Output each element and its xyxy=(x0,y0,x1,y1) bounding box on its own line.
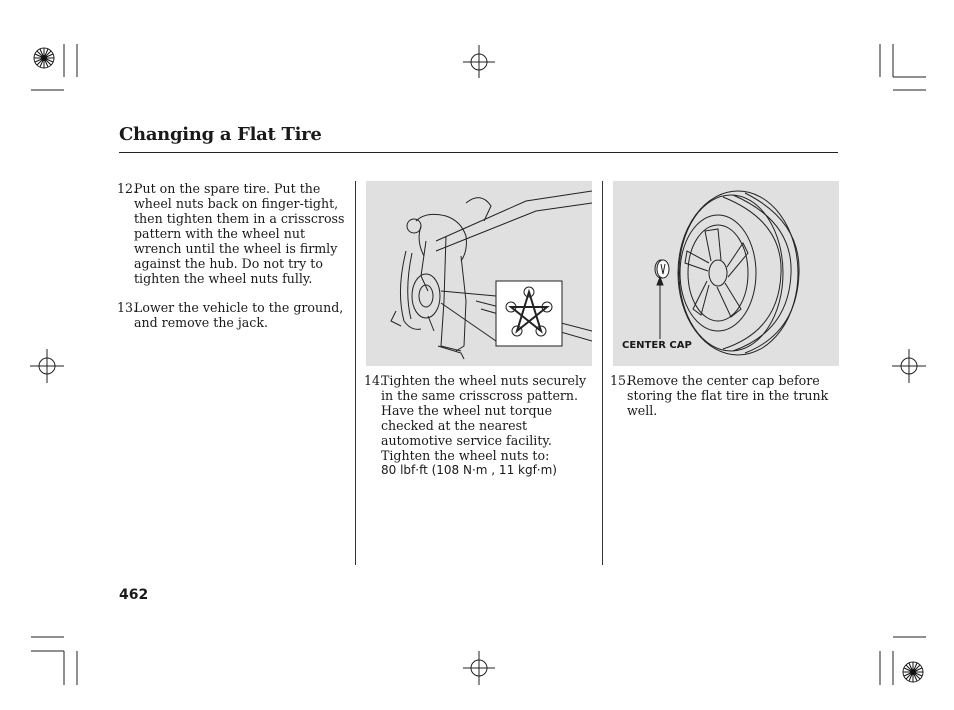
step-text: Remove the center cap before storing the flat tire in the trunk well. xyxy=(627,373,829,418)
step-number: 13. xyxy=(117,300,138,315)
step-number: 14. xyxy=(364,373,385,388)
step-15 xyxy=(610,373,838,418)
column-divider-right xyxy=(602,181,603,565)
torque-spec: 80 lbf·ft (108 N·m , 11 kgf·m) xyxy=(381,463,557,477)
step-subtext: Tighten the wheel nuts to: xyxy=(381,448,550,463)
step-text: Put on the spare tire. Put the wheel nuts back on finger-tight, then tighten them in a crisscross pattern with the wheel nut wrench until the wheel is firmly against the hub. Do not try to tighten the wheel nuts fully. xyxy=(134,181,345,286)
step-number: 12. xyxy=(117,181,138,196)
step-12 xyxy=(117,181,347,286)
step-text: Tighten the wheel nuts securely in the same crisscross pattern. Have the wheel nut torque checked at the nearest automotive service facility. xyxy=(381,373,587,448)
step-13 xyxy=(117,300,347,330)
column-divider-left xyxy=(355,181,356,565)
figure-center-cap xyxy=(613,181,839,366)
step-number: 15. xyxy=(610,373,631,388)
step-text: Lower the vehicle to the ground, and remove the jack. xyxy=(134,300,344,330)
page-number: 462 xyxy=(119,587,149,603)
step-14 xyxy=(364,373,596,478)
center-cap-label: CENTER CAP xyxy=(622,340,692,351)
figure-tighten-nuts xyxy=(366,181,592,366)
tighten-nuts-illustration xyxy=(366,181,592,366)
title-rule xyxy=(119,152,838,153)
wheel-center-cap-illustration xyxy=(613,181,839,366)
page-title: Changing a Flat Tire xyxy=(119,124,322,145)
